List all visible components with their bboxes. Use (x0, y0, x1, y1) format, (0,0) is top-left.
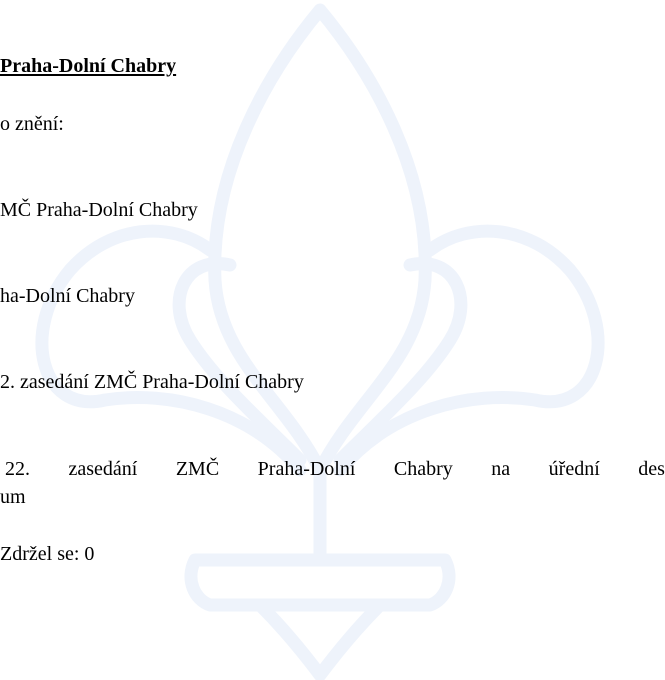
word: na (491, 458, 511, 480)
vote-abstained: Zdržel se: 0 (0, 543, 95, 565)
text-line: 2. zasedání ZMČ Praha-Dolní Chabry (0, 371, 304, 393)
text-line: o znění: (0, 113, 64, 135)
word: úřední (548, 458, 600, 480)
word: Praha-Dolní (257, 458, 356, 480)
section-heading: Praha-Dolní Chabry (0, 55, 177, 77)
justified-text-line (5, 457, 665, 481)
text-line: ha-Dolní Chabry (0, 285, 135, 307)
word: des (638, 458, 665, 480)
word: Chabry (393, 458, 453, 480)
word: zasedání (68, 458, 138, 480)
text-line: MČ Praha-Dolní Chabry (0, 199, 198, 221)
word: ZMČ (175, 458, 220, 480)
text-line-continuation: um (0, 486, 26, 508)
word: 22. (5, 458, 30, 480)
